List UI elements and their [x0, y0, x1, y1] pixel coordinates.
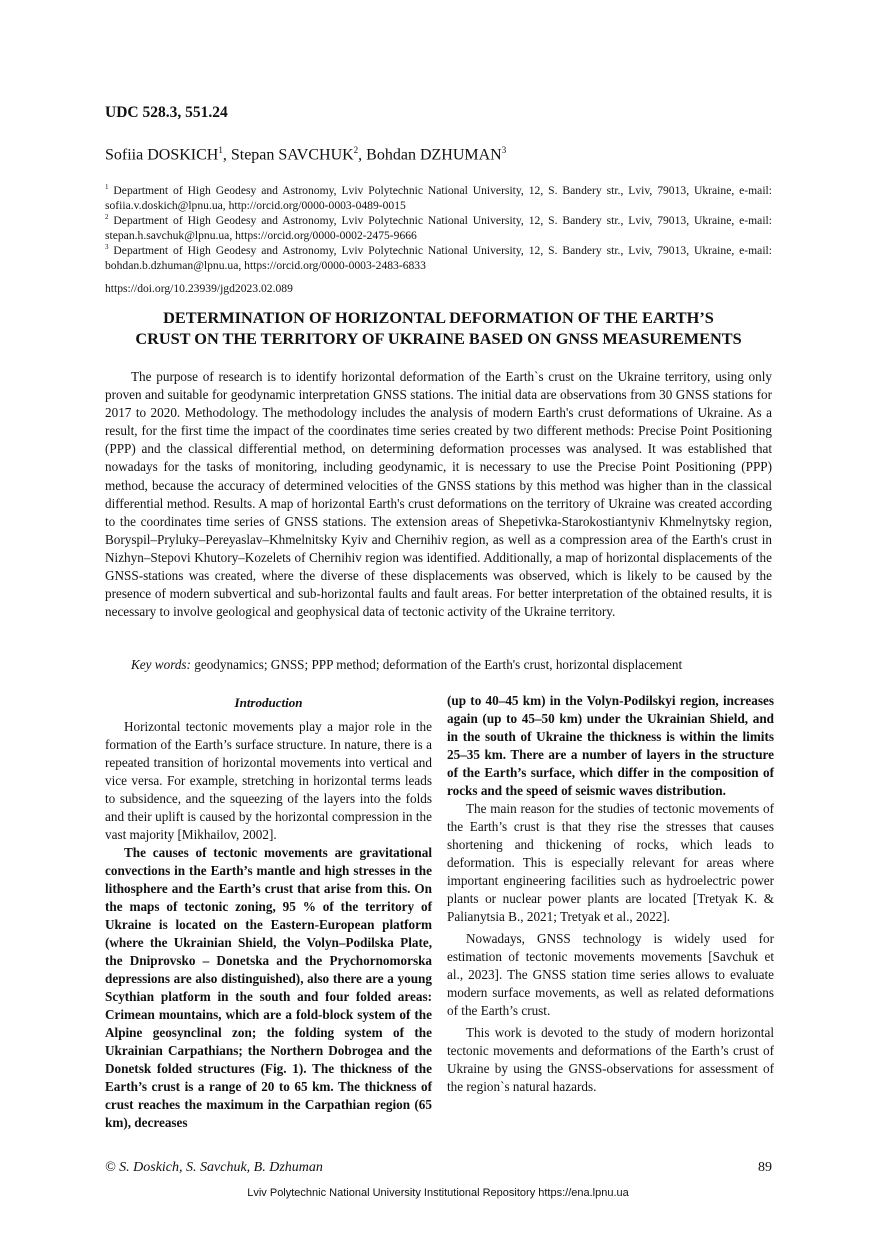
paragraph: Nowadays, GNSS technology is widely used for estimation of tectonic movements movements [Savchuk et al., 2023]. The GNSS station time series allows to evaluate modern surface movements, as well as related deformations of the Earth’s crust. [447, 931, 774, 1018]
doi-link[interactable]: https://doi.org/10.23939/jgd2023.02.089 [105, 282, 293, 295]
paragraph: (up to 40–45 km) in the Volyn-Podilskyi region, increases again (up to 45–50 km) under the Ukrainian Shield, and in the south of Ukraine the thickness is within the limits 25–35 km. There are a number of layers in the structure of the Earth’s surface, which differ in the composition of rocks and the speed of seismic waves distribution. [447, 693, 774, 798]
affiliation [105, 240, 772, 273]
affiliation [105, 210, 772, 243]
left-column [105, 718, 432, 1132]
title-line: CRUST ON THE TERRITORY OF UKRAINE BASED ON GNSS MEASUREMENTS [135, 329, 742, 348]
repository-footer: Lviv Polytechnic National University Institutional Repository https://ena.lpnu.ua [247, 1187, 629, 1199]
keywords-text: geodynamics; GNSS; PPP method; deformation of the Earth's crust, horizontal displacement [190, 657, 683, 672]
affiliation-mark: 1 [105, 183, 109, 191]
paper-title [95, 307, 782, 349]
affiliation-mark: 3 [105, 243, 109, 251]
author-affiliation-mark: 3 [501, 145, 507, 155]
affiliation-text: Department of High Geodesy and Astronomy, Lviv Polytechnic National University, 12, S. Bandery str., Lviv, 79013, Ukraine, e-mail: stepan.h.savchuk@lpnu.ua, https://orcid.org/0000-0002-2475-9666 [105, 213, 772, 242]
keywords [105, 657, 772, 673]
copyright-notice: © S. Doskich, S. Savchuk, B. Dzhuman [105, 1160, 323, 1175]
affiliation [105, 180, 772, 213]
title-line: DETERMINATION OF HORIZONTAL DEFORMATION OF THE EARTH’S [163, 308, 714, 327]
abstract: The purpose of research is to identify horizontal deformation of the Earth`s crust on the Ukraine territory, using only proven and suitable for geodynamic interpretation GNSS stations. The initial data are observations from 30 GNSS stations for 2017 to 2020. Methodology. The methodology includes the analysis of modern Earth's crust deformations of Ukraine. As a result, for the first time the impact of the coordinates time series created by two different methods: Precise Point Positioning (PPP) and the classical differential method, on determining deformation processes was analysed. It was established that nowadays for the tasks of monitoring, including geodynamic, it is necessary to use the Precise Point Positioning (PPP) method, because the accuracy of determined velocities of the GNSS stations by this method was higher than in the classical differential method. Results. A map of horizontal Earth's crust deformations on the territory of Ukraine was created according to the coordinates time series of GNSS stations. The extension areas of Shepetivka-Starokostiantyniv Khmelnytsky region, Boryspil–Pryluky–Pereyaslav–Khmelnitsky Kyiv and Chernihiv region, as well as a compression area of the Earth's crust in Nizhyn–Stepovi Khutory–Kozelets of Chernihiv region was identified. Additionally, a map of horizontal displacements of the GNSS-stations was created, where the diverse of these displacements was observed, which is likely to be caused by the presence of modern subvertical and sub-horizontal faults and fault areas. For better interpretation of the obtained results, it is necessary to involve geological and geophysical data of tectonic activity of the Ukraine territory. [105, 369, 772, 620]
author-name: Bohdan DZHUMAN [366, 146, 502, 164]
author-affiliation-mark: 2 [353, 145, 359, 155]
paragraph: The causes of tectonic movements are gravitational convections in the Earth’s mantle and high stresses in the lithosphere and the Earth’s crust that arise from this. On the maps of tectonic zoning, 95 % of the territory of Ukraine is located on the Eastern-European platform (where the Ukrainian Shield, the Volyn–Podilska Plate, the Dniprovsko – Donetska and the Prychornomorska depressions are also distinguished), also there are a young Scythian platform in the south and four folded areas: Crimean mountains, which are a fold-block system of the Alpine geosynclinal zon; the folding system of the Ukrainian Carpathians; the Northern Dobrogea and the Donetsk folded structures (Fig. 1). The thickness of the Earth’s crust is a range of 20 to 65 km. The thickness of crust reaches the maximum in the Carpathian region (65 km), decreases [105, 845, 432, 1130]
author-name: Stepan SAVCHUK [230, 146, 354, 164]
affiliation-text: Department of High Geodesy and Astronomy, Lviv Polytechnic National University, 12, S. Bandery str., Lviv, 79013, Ukraine, e-mail: bohdan.b.dzhuman@lpnu.ua, https://orcid.org/0000-0003-2483-6833 [105, 243, 772, 272]
affiliation-mark: 2 [105, 213, 109, 221]
section-heading-introduction: Introduction [234, 695, 303, 710]
keywords-label: Key words: [131, 657, 191, 672]
author-list: Sofiia DOSKICH$^1$, Stepan SAVCHUK$^2$, Bohdan DZHUMAN$^3$ [105, 145, 507, 164]
paragraph: This work is devoted to the study of modern horizontal tectonic movements and deformations of the Earth’s crust of Ukraine by using the GNSS-observations for assessment of the region`s natural hazards. [447, 1025, 774, 1094]
right-column [447, 692, 774, 1096]
affiliation-text: Department of High Geodesy and Astronomy, Lviv Polytechnic National University, 12, S. Bandery str., Lviv, 79013, Ukraine, e-mail: sofiia.v.doskich@lpnu.ua, http://orcid.org/0000-0003-0489-0015 [105, 183, 772, 212]
page-number: 89 [758, 1160, 772, 1175]
author-name: Sofiia DOSKICH [105, 146, 219, 164]
paragraph: The main reason for the studies of tectonic movements of the Earth’s crust is that they rise the stresses that causes shortening and thickening of rocks, which leads to deformation. This is especially relevant for areas where important engineering facilities such as hydroelectric power plants or nuclear power plants are located [Tretyak K. & Palianytsia B., 2021; Tretyak et al., 2022]. [447, 801, 774, 924]
paragraph: Horizontal tectonic movements play a major role in the formation of the Earth’s surface structure. In nature, there is a repeated transition of horizontal movements into vertical and vice versa. For example, stretching in horizontal terms leads to subsidence, and the squeezing of the layers into the folds and their uplift is caused by the horizontal compression in the vast majority [Mikhailov, 2002]. [105, 719, 432, 842]
author-affiliation-mark: 1 [218, 145, 223, 155]
udc-code: UDC 528.3, 551.24 [105, 104, 228, 121]
